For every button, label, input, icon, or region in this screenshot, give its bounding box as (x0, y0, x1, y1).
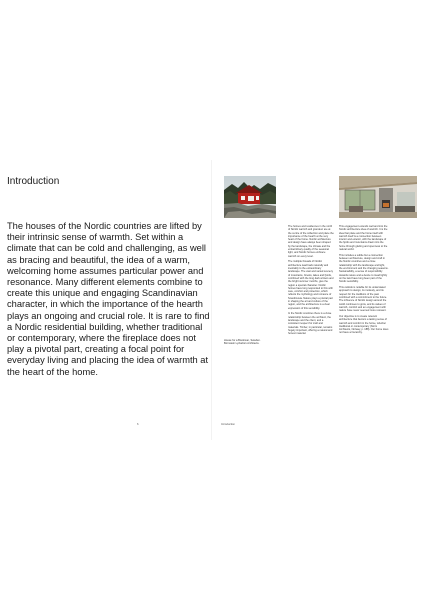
body-paragraph: This outlook is notable for its understated approach to design, its modesty, and its respect for the traditions of the past combined with a commitment to the future. The influence of Nordic design around the world continues to grow, and its values of warmth, comfort and an engagement with nature have never seemed more relevant. (339, 286, 387, 313)
page-heading: Introduction (7, 176, 60, 187)
body-paragraph: Our objective is to create relevant architecture that favours a lasting sense of warmth and comfort in the home, whether traditional or contemporary (Norm Architects, Norway, p. 188). Our home does not have a hierarchy. (339, 314, 389, 335)
body-column-1 (288, 225, 334, 338)
photo-caption: House for a Bookman, Sweden. Bornstein Lyckefors Architects. (224, 339, 261, 346)
body-paragraph: This engagement extends well and into the Nordic architecture idea of warmth. It is the idea that place and the home itself with warmth itself is a connection between interior and exterior, with the landscape of the fjords and mountains drawn into the home through glazing and openness to the natural world. (339, 225, 388, 252)
folio-left: 6 (137, 423, 139, 426)
body-paragraph: This includes a subtle but a connection between architecture, design and craft in the Nordic countries and a close relationship with the landscape and light, the environment and the changing seasons. Sustainability, a sense of responsibility towards nature and a desire to tread lightly on the land have long been part of the Nordic sensibility. (339, 253, 389, 284)
body-column-2 (339, 225, 389, 337)
folio-right: Introduction (221, 423, 236, 426)
lead-paragraph: The houses of the Nordic countries are lifted by their intrinsic sense of warmth. Set within a climate that can be cold and challenging, as well as bracing and beautiful, the idea of a warm, welcoming home assumes particular power and resonance. Many different elements combine to create this unique and engaging Scandinavian character, in which the importance of the hearth plays an ongoing and crucial role. It is rare to find a Nordic residential building, whether traditional or contemporary, where the fireplace does not play a pivotal part, creating a focal point for everyday living and placing the idea of warmth at the heart of the home. (7, 221, 210, 377)
body-paragraph: The multiple threads of Nordic architecture lead back naturally and inevitably to the extraordinary landscape. The vast and varied scenery of mountains, forests, lakes and fjords, combined with the long dark winters and the bright summer months, give the region a special character. Nordic homes have long responded to this with care, comfort and protection, which reflects the mythology and romance of Scandinavia. Nature plays a pivotal part in shaping the art and culture of the region, and the architecture is a clear expression of this sensibility. (288, 260, 334, 310)
red-house-photo (224, 176, 276, 218)
body-paragraph: In the Nordic countries there is a close relationship between the architect, the landscape and the client, and a consistent respect for craft and materials. Timber, in particular, remains hugely important, offering a natural and honest material. (288, 312, 333, 336)
body-paragraph: The homes and residences in the north of Nordic warmth and grandeur are at the centre of the collection and place the importance of the hearth at the very heart of the home. Nordic architecture and design have always been shaped by the landscape, the climate and the extraordinary quality of the seasonal light, and Nordic homes embrace warmth on every level. (288, 225, 334, 258)
fireplace-interior-photo (339, 176, 417, 218)
